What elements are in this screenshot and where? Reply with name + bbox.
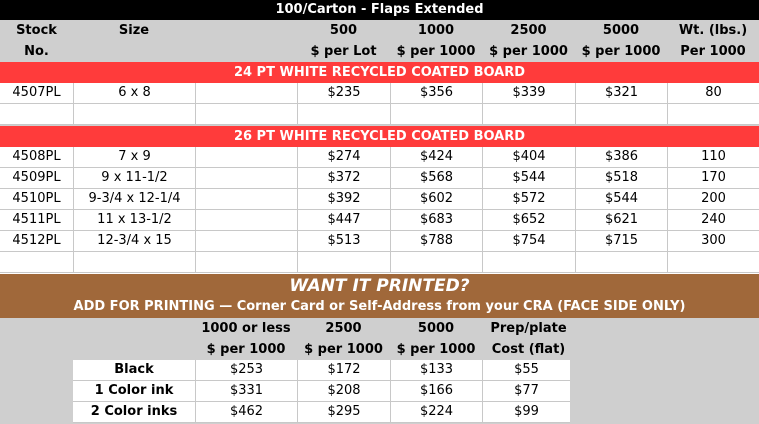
printing-table: [0, 318, 759, 424]
table-row: 4507PL 6 x 8 $235 $356 $339 $321 80: [0, 83, 759, 104]
table-section-26pt: [0, 147, 759, 273]
table-row: 4512PL 12-3/4 x 15 $513 $788 $754 $715 300: [0, 231, 759, 252]
table-row: 4508PL 7 x 9 $274 $424 $404 $386 110: [0, 147, 759, 168]
section-title-24pt: 24 PT WHITE RECYCLED COATED BOARD: [0, 62, 759, 83]
printing-subtitle: ADD FOR PRINTING — Corner Card or Self-Address from your CRA (FACE SIDE ONLY): [73, 299, 686, 314]
printing-row: Black $253 $172 $133 $55: [73, 360, 570, 381]
printing-header-5000: 5000 $ per 1000: [396, 321, 476, 357]
table-section-24pt: [0, 83, 759, 125]
column-header: [0, 20, 759, 62]
top-title: 100/Carton - Flaps Extended: [0, 0, 759, 20]
table-row: 4510PL 9-3/4 x 12-1/4 $392 $602 $572 $544 200: [0, 189, 759, 210]
table-row-empty: [0, 252, 759, 273]
header-2500: 2500 $ per 1000: [489, 23, 568, 59]
printing-row: 2 Color inks $462 $295 $224 $99: [73, 402, 570, 423]
printing-row: 1 Color ink $331 $208 $166 $77: [73, 381, 570, 402]
header-size: Size: [118, 23, 150, 38]
header-weight: Wt. (lbs.) Per 1000: [678, 23, 748, 59]
header-500: 500 $ per Lot: [310, 23, 377, 59]
printing-header-1000: 1000 or less $ per 1000: [201, 321, 291, 357]
printing-title: WANT IT PRINTED?: [289, 276, 470, 296]
printing-header-2500: 2500 $ per 1000: [304, 321, 383, 357]
section-title-26pt: 26 PT WHITE RECYCLED COATED BOARD: [0, 126, 759, 147]
table-row-empty: [0, 104, 759, 125]
header-5000: 5000 $ per 1000: [581, 23, 661, 59]
printing-banner: [0, 274, 759, 318]
table-row: 4511PL 11 x 13-1/2 $447 $683 $652 $621 240: [0, 210, 759, 231]
printing-header-prep: Prep/plate Cost (flat): [490, 321, 567, 357]
header-stock: Stock No.: [16, 23, 57, 59]
table-row: 4509PL 9 x 11-1/2 $372 $568 $544 $518 170: [0, 168, 759, 189]
header-1000: 1000 $ per 1000: [396, 23, 476, 59]
